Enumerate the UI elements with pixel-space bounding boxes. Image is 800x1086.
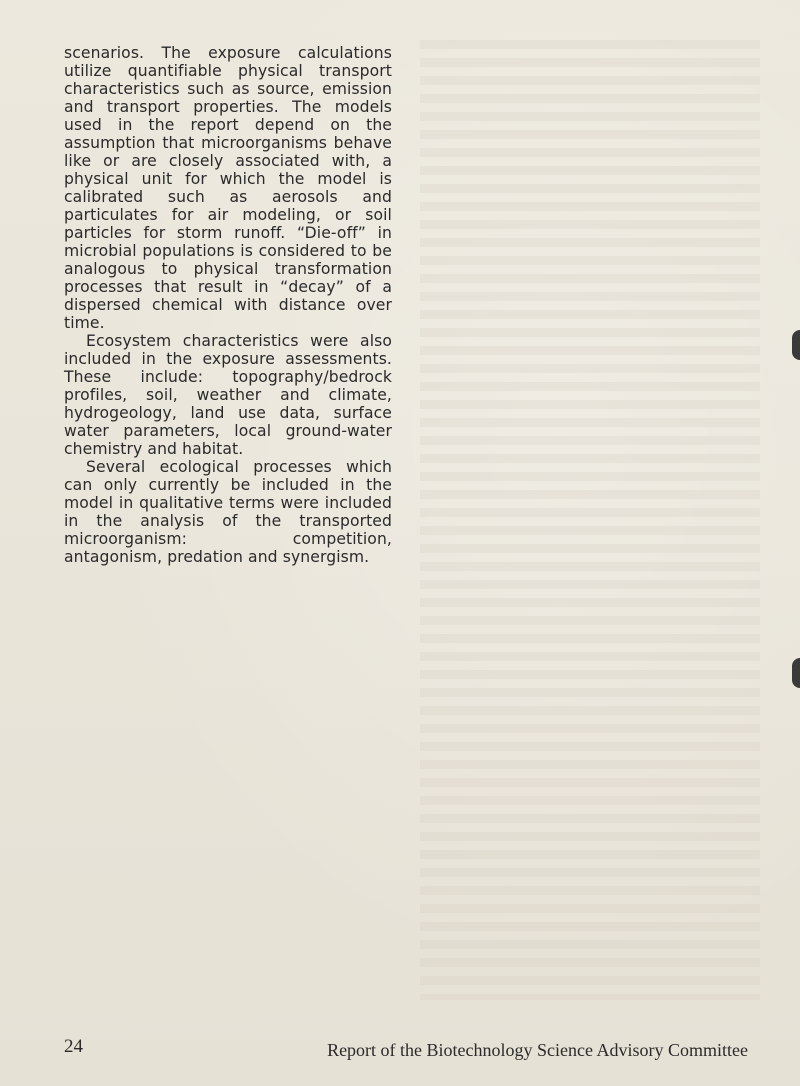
show-through-text xyxy=(420,40,760,1000)
paragraph-1: scenarios. The exposure calculations utilize quantifiable physical transport characteristics such as source, emission and transport properties. The models used in the report depend on the assumption that microorganisms behave like or are closely associated with, a physical unit for which the model is calibrated such as aerosols and particulates for air modeling, or soil particles for storm runoff. “Die-off” in microbial populations is considered to be analogous to physical transformation processes that result in “decay” of a dispersed chemical with distance over time. xyxy=(64,44,392,332)
body-text-column xyxy=(64,44,392,566)
page-number: 24 xyxy=(64,1036,83,1057)
running-footer-title: Report of the Biotechnology Science Advisory Committee xyxy=(327,1040,748,1060)
paragraph-3: Several ecological processes which can only currently be included in the model in qualitative terms were included in the analysis of the transported microorganism: competition, antagonism, predation and synergism. xyxy=(64,458,392,566)
binding-tab-mark xyxy=(792,330,800,360)
paragraph-2: Ecosystem characteristics were also included in the exposure assessments. These include: topography/bedrock profiles, soil, weather and climate, hydrogeology, land use data, surface water parameters, local ground-water chemistry and habitat. xyxy=(64,332,392,458)
binding-tab-mark xyxy=(792,658,800,688)
